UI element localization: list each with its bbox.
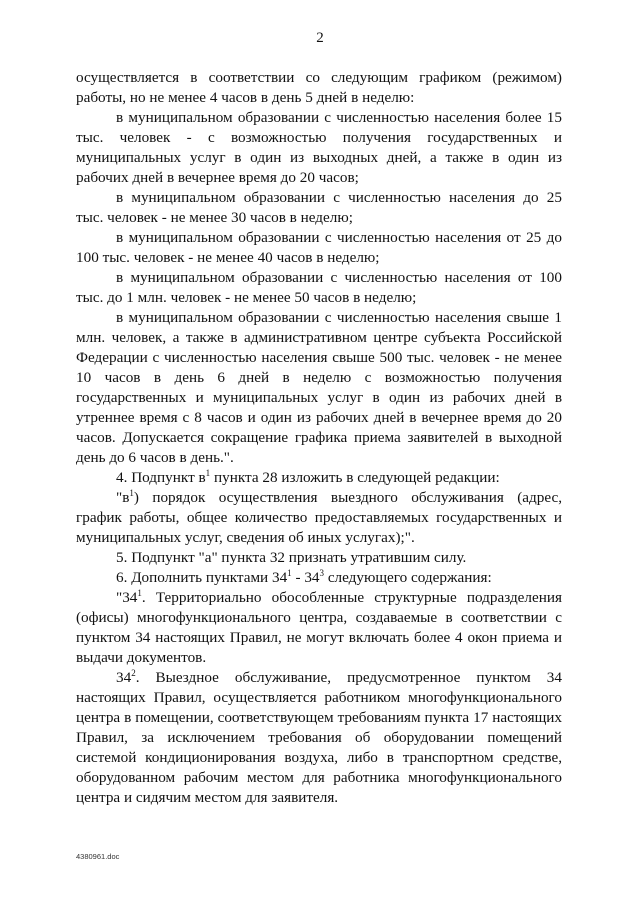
paragraph [76, 668, 562, 808]
paragraph-text: 34 [116, 669, 132, 686]
paragraph [76, 568, 562, 588]
paragraph-text: 6. Дополнить пунктами 34 [116, 569, 288, 586]
paragraph [76, 488, 562, 548]
paragraph-text: в муниципальном образовании с численностью населения свыше 1 млн. человек, а также в административном центре субъекта Российской Федерации с численностью населения свыше 500 тыс. человек - не менее 10 часов в день 6 дней в неделю с возможностью получения государственных и муниципальных услуг в один из рабочих дней в утреннее время с 8 часов и один из рабочих дней в вечернее время до 20 часов. Допускается сокращение графика приема заявителей в выходной день до 6 часов в день.". [76, 309, 562, 466]
paragraph-text: следующего содержания: [324, 569, 492, 586]
paragraph [76, 588, 562, 668]
paragraph-text: пункта 28 изложить в следующей редакции: [210, 469, 500, 486]
paragraph [76, 188, 562, 228]
paragraph [76, 108, 562, 188]
superscript: 3 [319, 567, 325, 578]
paragraph-text: 5. Подпункт "а" пункта 32 признать утратившим силу. [116, 549, 467, 566]
paragraph-text: . Территориально обособленные структурные подразделения (офисы) многофункционального центра, создаваемые в соответствии с пунктом 34 настоящих Правил, не могут включать более 4 окон приема и выдачи документов. [76, 589, 562, 666]
paragraph-text: в муниципальном образовании с численностью населения от 25 до 100 тыс. человек - не менее 40 часов в неделю; [76, 229, 562, 266]
paragraph-text: в муниципальном образовании с численностью населения до 25 тыс. человек - не менее 30 часов в неделю; [76, 189, 562, 226]
superscript: 1 [287, 567, 292, 578]
paragraph [76, 228, 562, 268]
paragraph [76, 468, 562, 488]
paragraph-text: в муниципальном образовании с численностью населения более 15 тыс. человек - с возможностью получения государственных и муниципальных услуг в один из выходных дней, а также в один из рабочих дней в вечернее время до 20 часов; [76, 109, 562, 186]
superscript: 1 [205, 467, 211, 478]
document-body [76, 68, 562, 808]
paragraph [76, 68, 562, 108]
paragraph-text: в муниципальном образовании с численностью населения от 100 тыс. до 1 млн. человек - не менее 50 часов в неделю; [76, 269, 562, 306]
superscript: 1 [137, 587, 142, 598]
paragraph-text: - 34 [291, 569, 320, 586]
paragraph-text: 4. Подпункт в [116, 469, 206, 486]
superscript: 2 [131, 667, 136, 678]
paragraph-text: ) порядок осуществления выездного обслуживания (адрес, график работы, общее количество предоставляемых государственных и муниципальных услуг, сведения об иных услугах);". [76, 489, 562, 546]
paragraph [76, 548, 562, 568]
paragraph-text: "34 [116, 589, 138, 606]
paragraph [76, 308, 562, 468]
paragraph-text: . Выездное обслуживание, предусмотренное пунктом 34 настоящих Правил, осуществляется работником многофункционального центра в помещении, соответствующем требованиям пункта 17 настоящих Правил, за исключением требования об оборудовании помещений системой кондиционирования воздуха, либо в транспортном средстве, оборудованном рабочим местом для работника многофункционального центра и сидячим местом для заявителя. [76, 669, 562, 806]
paragraph [76, 268, 562, 308]
file-name-footer: 4380961.doc [76, 852, 120, 861]
page-number: 2 [316, 30, 324, 46]
superscript: 1 [129, 487, 134, 498]
paragraph-text: осуществляется в соответствии со следующим графиком (режимом) работы, но не менее 4 часов в день 5 дней в неделю: [76, 69, 562, 106]
paragraph-text: "в [116, 489, 130, 506]
